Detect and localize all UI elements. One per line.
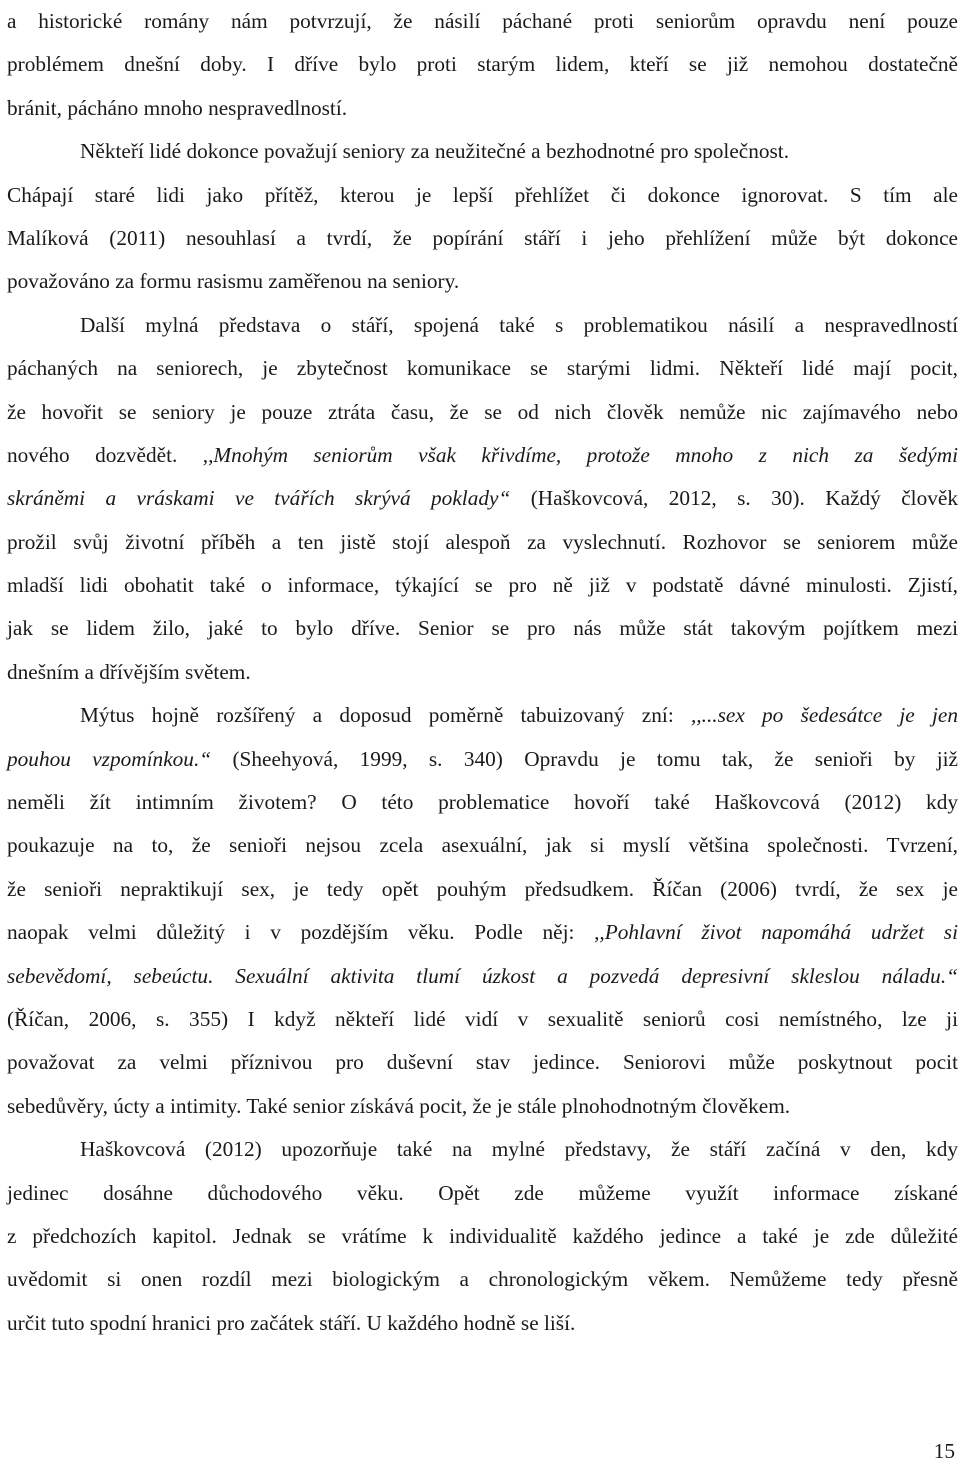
line-text: jak se lidem žilo, jaké to bylo dříve. Senior se pro nás může stát takovým pojítkem mezi bbox=[7, 616, 958, 641]
text-line bbox=[7, 998, 958, 1041]
line-text: páchaných na seniorech, je zbytečnost komunikace se starými lidmi. Někteří lidé mají pocit, bbox=[7, 356, 958, 381]
line-text: poukazuje na to, že senioři nejsou zcela asexuální, jak si myslí většina společnosti. Tvrzení, bbox=[7, 833, 958, 858]
quote-text: pouhou vzpomínkou.“ bbox=[7, 746, 212, 771]
text-line bbox=[7, 824, 958, 867]
text-line bbox=[7, 87, 958, 130]
quote-text: sebevědomí, sebeúctu. Sexuální aktivita tlumí úzkost a pozvedá depresivní skleslou náladu.“ bbox=[7, 963, 958, 988]
line-text: nového dozvědět. bbox=[7, 442, 203, 467]
line-text: že hovořit se seniory je pouze ztráta času, že se od nich člověk nemůže nic zajímavého nebo bbox=[7, 399, 958, 424]
text-line bbox=[7, 0, 958, 43]
line-text: považováno za formu rasismu zaměřenou na seniory. bbox=[7, 269, 460, 294]
line-text: Někteří lidé dokonce považují seniory za neužitečné a bezhodnotné pro společnost. bbox=[80, 139, 790, 164]
line-text: dnešním a dřívějším světem. bbox=[7, 659, 251, 684]
text-line bbox=[7, 1302, 958, 1345]
document-body bbox=[7, 0, 958, 1345]
text-line bbox=[7, 477, 958, 520]
text-line bbox=[7, 1172, 958, 1215]
text-line bbox=[7, 434, 958, 477]
quote-text: ,,Pohlavní život napomáhá udržet si bbox=[594, 920, 958, 945]
line-text: Další mylná představa o stáří, spojená také s problematikou násilí a nespravedlností bbox=[80, 312, 958, 337]
text-line bbox=[7, 347, 958, 390]
text-line bbox=[7, 391, 958, 434]
line-text: Malíková (2011) nesouhlasí a tvrdí, že popírání stáří i jeho přehlížení může být dokonce bbox=[7, 225, 958, 250]
page-number: 15 bbox=[933, 1439, 955, 1463]
quote-text: skráněmi a vráskami ve tvářích skrývá poklady“ bbox=[7, 486, 511, 511]
line-text: problémem dnešní doby. I dříve bylo proti starým lidem, kteří se již nemohou dostatečně bbox=[7, 52, 958, 77]
text-line bbox=[7, 43, 958, 86]
line-text: (Říčan, 2006, s. 355) I když někteří lidé vidí v sexualitě seniorů cosi nemístného, lze ji bbox=[7, 1006, 958, 1031]
text-line bbox=[7, 738, 958, 781]
text-line bbox=[7, 1215, 958, 1258]
text-line bbox=[7, 521, 958, 564]
line-text: určit tuto spodní hranici pro začátek stáří. U každého hodně se liší. bbox=[7, 1310, 576, 1335]
text-line bbox=[7, 304, 958, 347]
line-text: neměli žít intimním životem? O této problematice hovoří také Haškovcová (2012) kdy bbox=[7, 790, 958, 815]
line-text: bránit, pácháno mnoho nespravedlností. bbox=[7, 95, 348, 120]
text-line bbox=[7, 1041, 958, 1084]
line-text: (Sheehyová, 1999, s. 340) Opravdu je tomu tak, že senioři by již bbox=[211, 746, 958, 771]
line-text: Mýtus hojně rozšířený a doposud poměrně tabuizovaný zní: bbox=[80, 703, 691, 728]
text-line bbox=[7, 868, 958, 911]
text-line bbox=[7, 694, 958, 737]
text-line bbox=[7, 607, 958, 650]
line-text: z předchozích kapitol. Jednak se vrátíme k individualitě každého jedince a také je zde důležité bbox=[7, 1223, 958, 1248]
line-text: prožil svůj životní příběh a ten jistě stojí alespoň za vyslechnutí. Rozhovor se seniorem může bbox=[7, 529, 958, 554]
text-line bbox=[7, 130, 958, 173]
text-line bbox=[7, 781, 958, 824]
line-text: sebedůvěry, úcty a intimity. Také senior získává pocit, že je stále plnohodnotným člověkem. bbox=[7, 1093, 791, 1118]
text-line bbox=[7, 174, 958, 217]
line-text: uvědomit si onen rozdíl mezi biologickým a chronologickým věkem. Nemůžeme tedy přesně bbox=[7, 1267, 958, 1292]
line-text: naopak velmi důležitý i v pozdějším věku. Podle něj: bbox=[7, 920, 595, 945]
text-line bbox=[7, 260, 958, 303]
text-line bbox=[7, 911, 958, 954]
text-line bbox=[7, 217, 958, 260]
text-line bbox=[7, 955, 958, 998]
text-line bbox=[7, 1258, 958, 1301]
line-text: jedinec dosáhne důchodového věku. Opět zde můžeme využít informace získané bbox=[7, 1180, 958, 1205]
text-line bbox=[7, 564, 958, 607]
line-text: že senioři nepraktikují sex, je tedy opět pouhým předsudkem. Říčan (2006) tvrdí, že sex je bbox=[7, 876, 958, 901]
line-text: (Haškovcová, 2012, s. 30). Každý člověk bbox=[510, 486, 958, 511]
quote-text: ,,Mnohým seniorům však křivdíme, protože mnoho z nich za šedými bbox=[202, 442, 958, 467]
line-text: mladší lidi obohatit také o informace, týkající se pro ně již v podstatě dávné minulosti. Zjistí, bbox=[7, 573, 958, 598]
text-line bbox=[7, 651, 958, 694]
text-line bbox=[7, 1085, 958, 1128]
quote-text: ,,...sex po šedesátce je jen bbox=[690, 703, 958, 728]
text-line bbox=[7, 1128, 958, 1171]
line-text: Haškovcová (2012) upozorňuje také na mylné představy, že stáří začíná v den, kdy bbox=[80, 1137, 958, 1162]
line-text: považovat za velmi příznivou pro duševní stav jedince. Seniorovi může poskytnout pocit bbox=[7, 1050, 958, 1075]
line-text: Chápají staré lidi jako přítěž, kterou je lepší přehlížet či dokonce ignorovat. S tím ale bbox=[7, 182, 958, 207]
line-text: a historické romány nám potvrzují, že násilí páchané proti seniorům opravdu není pouze bbox=[7, 9, 958, 33]
